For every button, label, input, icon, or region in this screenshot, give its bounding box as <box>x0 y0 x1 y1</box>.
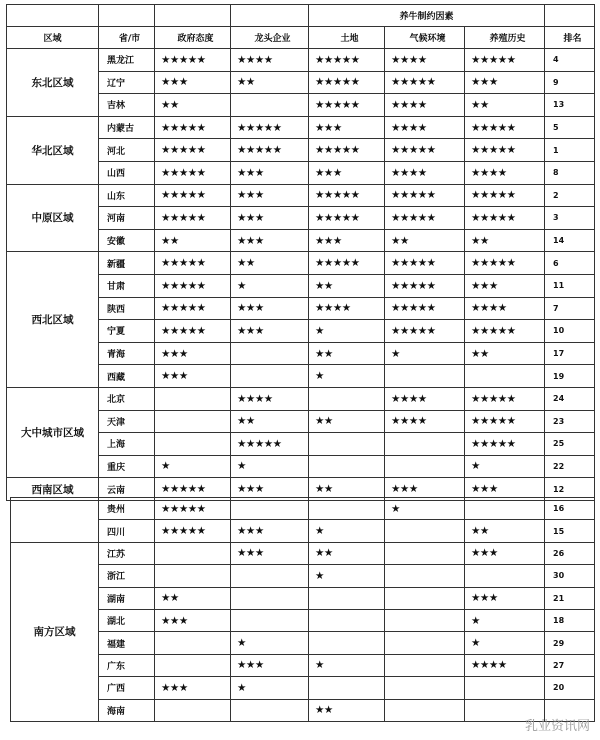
star-rating-cell: ★★★★★ <box>155 116 231 139</box>
star-rating-cell: ★★★★★ <box>309 49 385 72</box>
star-rating-cell <box>385 699 465 721</box>
rank-cell: 2 <box>545 184 595 207</box>
header-blank <box>155 5 231 27</box>
province-cell: 广东 <box>99 654 155 676</box>
province-cell: 湖北 <box>99 609 155 631</box>
star-rating-cell: ★★ <box>309 274 385 297</box>
rank-cell: 24 <box>545 387 595 410</box>
rank-cell: 12 <box>545 478 595 501</box>
watermark: 乳业资讯网 <box>524 719 590 734</box>
province-cell: 安徽 <box>99 229 155 252</box>
star-rating-cell: ★★★ <box>309 116 385 139</box>
star-rating-cell: ★★★★★ <box>309 184 385 207</box>
star-rating-cell <box>385 587 465 609</box>
star-rating-cell <box>231 609 309 631</box>
star-rating-cell: ★★★★ <box>385 116 465 139</box>
province-cell: 河南 <box>99 207 155 230</box>
province-cell: 青海 <box>99 342 155 365</box>
star-rating-cell <box>309 632 385 654</box>
rank-cell: 17 <box>545 342 595 365</box>
table-row <box>7 184 595 207</box>
rank-cell: 22 <box>545 455 595 478</box>
star-rating-cell: ★★★★ <box>385 387 465 410</box>
star-rating-cell: ★★★★★ <box>465 207 545 230</box>
table-body-top <box>7 49 595 501</box>
province-cell: 重庆 <box>99 455 155 478</box>
province-cell: 吉林 <box>99 94 155 117</box>
star-rating-cell: ★★ <box>465 342 545 365</box>
star-rating-cell: ★★★★★ <box>231 116 309 139</box>
rank-cell: 20 <box>545 677 595 699</box>
star-rating-cell: ★★★★★ <box>465 387 545 410</box>
rank-cell: 13 <box>545 94 595 117</box>
star-rating-cell: ★★★★★ <box>155 320 231 343</box>
star-rating-cell: ★ <box>231 632 309 654</box>
star-rating-cell <box>385 433 465 456</box>
star-rating-cell: ★ <box>231 455 309 478</box>
star-rating-cell: ★★★★★ <box>155 252 231 275</box>
factors-group-title: 养牛制约因素 <box>309 5 545 27</box>
rank-cell: 11 <box>545 274 595 297</box>
star-rating-cell: ★★★ <box>309 229 385 252</box>
rank-cell: 23 <box>545 410 595 433</box>
table-row <box>11 609 595 631</box>
star-rating-cell <box>155 433 231 456</box>
star-rating-cell: ★★ <box>155 587 231 609</box>
star-rating-cell: ★★ <box>465 229 545 252</box>
province-cell: 山西 <box>99 161 155 184</box>
star-rating-cell: ★★★ <box>465 274 545 297</box>
star-rating-cell: ★★★★★ <box>309 207 385 230</box>
star-rating-cell: ★★ <box>309 410 385 433</box>
star-rating-cell <box>385 520 465 542</box>
table-row <box>11 677 595 699</box>
star-rating-cell: ★★★ <box>309 161 385 184</box>
province-cell: 甘肃 <box>99 274 155 297</box>
region-cell: 大中城市区域 <box>7 387 99 477</box>
star-rating-cell: ★★★ <box>231 478 309 501</box>
star-rating-cell <box>155 565 231 587</box>
star-rating-cell: ★★★★★ <box>465 320 545 343</box>
rank-cell: 15 <box>545 520 595 542</box>
star-rating-cell: ★★ <box>231 410 309 433</box>
table-row <box>11 565 595 587</box>
province-cell: 海南 <box>99 699 155 721</box>
star-rating-cell: ★★★★ <box>385 161 465 184</box>
table-row <box>11 587 595 609</box>
star-rating-cell: ★ <box>309 320 385 343</box>
star-rating-cell <box>465 365 545 388</box>
region-cell <box>11 498 99 543</box>
star-rating-cell <box>385 632 465 654</box>
star-rating-cell <box>231 365 309 388</box>
province-cell: 陕西 <box>99 297 155 320</box>
star-rating-cell: ★★★★★ <box>385 274 465 297</box>
star-rating-cell: ★★ <box>231 71 309 94</box>
star-rating-cell: ★★ <box>309 699 385 721</box>
star-rating-cell <box>231 498 309 520</box>
table-row <box>11 699 595 721</box>
province-cell: 云南 <box>99 478 155 501</box>
rank-cell: 29 <box>545 632 595 654</box>
province-cell: 内蒙古 <box>99 116 155 139</box>
star-rating-cell: ★★★ <box>155 71 231 94</box>
star-rating-cell: ★★★ <box>465 542 545 564</box>
star-rating-cell: ★★★★★ <box>465 410 545 433</box>
star-rating-cell: ★★★★★ <box>465 116 545 139</box>
rank-cell: 25 <box>545 433 595 456</box>
star-rating-cell: ★★★★★ <box>155 297 231 320</box>
star-rating-cell: ★★★ <box>231 297 309 320</box>
rank-cell: 9 <box>545 71 595 94</box>
star-rating-cell: ★★★ <box>231 520 309 542</box>
star-rating-cell: ★★★ <box>465 478 545 501</box>
province-cell: 上海 <box>99 433 155 456</box>
region-cell: 华北区域 <box>7 116 99 184</box>
star-rating-cell: ★★ <box>155 229 231 252</box>
star-rating-cell <box>309 433 385 456</box>
star-rating-cell: ★★ <box>309 478 385 501</box>
star-rating-cell: ★ <box>385 342 465 365</box>
table-row <box>11 498 595 520</box>
star-rating-cell: ★★★★ <box>309 297 385 320</box>
star-rating-cell: ★★★★★ <box>155 498 231 520</box>
star-rating-cell: ★★ <box>231 252 309 275</box>
star-rating-cell: ★ <box>465 609 545 631</box>
star-rating-cell: ★★★★★ <box>155 184 231 207</box>
star-rating-cell: ★★★★★ <box>309 252 385 275</box>
star-rating-cell: ★★★★ <box>465 297 545 320</box>
column-rank: 排名 <box>545 27 595 49</box>
star-rating-cell <box>465 565 545 587</box>
province-cell: 江苏 <box>99 542 155 564</box>
region-cell: 南方区域 <box>11 542 99 721</box>
star-rating-cell: ★★★★★ <box>231 139 309 162</box>
rank-cell: 19 <box>545 365 595 388</box>
star-rating-cell <box>385 609 465 631</box>
star-rating-cell: ★ <box>309 365 385 388</box>
table-row <box>7 49 595 72</box>
rank-cell: 6 <box>545 252 595 275</box>
column-province: 省/市 <box>99 27 155 49</box>
star-rating-cell: ★★★ <box>155 342 231 365</box>
star-rating-cell <box>309 455 385 478</box>
star-rating-cell <box>155 387 231 410</box>
rank-cell: 3 <box>545 207 595 230</box>
rank-cell: 21 <box>545 587 595 609</box>
star-rating-cell: ★★★★★ <box>385 139 465 162</box>
star-rating-cell: ★★★ <box>231 229 309 252</box>
star-rating-cell: ★★★★ <box>385 410 465 433</box>
column-region: 区域 <box>7 27 99 49</box>
table-row <box>11 632 595 654</box>
star-rating-cell <box>309 677 385 699</box>
star-rating-cell: ★★★★★ <box>465 49 545 72</box>
star-rating-cell <box>309 498 385 520</box>
star-rating-cell: ★★★ <box>155 677 231 699</box>
rank-cell: 26 <box>545 542 595 564</box>
star-rating-cell: ★★★★★ <box>465 184 545 207</box>
star-rating-cell: ★★★★★ <box>465 139 545 162</box>
star-rating-cell: ★★★★★ <box>231 433 309 456</box>
star-rating-cell: ★★★ <box>231 654 309 676</box>
star-rating-cell: ★★★★★ <box>385 297 465 320</box>
rank-cell: 8 <box>545 161 595 184</box>
header-blank <box>231 5 309 27</box>
rank-cell: 4 <box>545 49 595 72</box>
star-rating-cell: ★★ <box>385 229 465 252</box>
star-rating-cell <box>385 455 465 478</box>
star-rating-cell: ★★★★ <box>385 94 465 117</box>
star-rating-cell: ★★★★★ <box>465 433 545 456</box>
star-rating-cell: ★★★★★ <box>155 478 231 501</box>
star-rating-cell <box>231 94 309 117</box>
star-rating-cell: ★★★★★ <box>155 161 231 184</box>
column-history: 养殖历史 <box>465 27 545 49</box>
table-row <box>7 252 595 275</box>
region-cell: 中原区域 <box>7 184 99 252</box>
star-rating-cell: ★★★ <box>231 161 309 184</box>
star-rating-cell: ★★★★★ <box>155 139 231 162</box>
province-cell: 新疆 <box>99 252 155 275</box>
star-rating-cell <box>309 609 385 631</box>
table-row <box>11 520 595 542</box>
table-row <box>11 654 595 676</box>
province-cell: 天津 <box>99 410 155 433</box>
column-land: 土地 <box>309 27 385 49</box>
star-rating-cell <box>155 632 231 654</box>
star-rating-cell <box>385 542 465 564</box>
table-row <box>7 116 595 139</box>
star-rating-cell: ★ <box>309 520 385 542</box>
rank-cell: 14 <box>545 229 595 252</box>
star-rating-cell: ★★★★★ <box>385 184 465 207</box>
star-rating-cell <box>155 410 231 433</box>
province-cell: 北京 <box>99 387 155 410</box>
star-rating-cell: ★★★ <box>231 184 309 207</box>
star-rating-cell: ★ <box>465 455 545 478</box>
star-rating-cell: ★★★★★ <box>385 252 465 275</box>
province-cell: 辽宁 <box>99 71 155 94</box>
star-rating-cell: ★★★★★ <box>155 49 231 72</box>
star-rating-cell <box>155 699 231 721</box>
star-rating-cell <box>465 677 545 699</box>
star-rating-cell: ★ <box>385 498 465 520</box>
ranking-table-top <box>6 4 595 501</box>
star-rating-cell: ★★★★ <box>465 654 545 676</box>
star-rating-cell: ★★★★ <box>231 49 309 72</box>
province-cell: 黑龙江 <box>99 49 155 72</box>
star-rating-cell: ★ <box>309 654 385 676</box>
star-rating-cell: ★★★★★ <box>155 520 231 542</box>
rank-cell: 10 <box>545 320 595 343</box>
star-rating-cell <box>385 654 465 676</box>
star-rating-cell: ★★★ <box>231 320 309 343</box>
province-cell: 福建 <box>99 632 155 654</box>
star-rating-cell: ★★★ <box>155 609 231 631</box>
rank-cell: 16 <box>545 498 595 520</box>
rank-cell: 27 <box>545 654 595 676</box>
star-rating-cell: ★★ <box>309 542 385 564</box>
province-cell: 贵州 <box>99 498 155 520</box>
province-cell: 四川 <box>99 520 155 542</box>
star-rating-cell: ★★ <box>309 342 385 365</box>
star-rating-cell: ★ <box>465 632 545 654</box>
rank-cell: 30 <box>545 565 595 587</box>
table-row <box>7 387 595 410</box>
star-rating-cell <box>155 654 231 676</box>
star-rating-cell: ★ <box>231 677 309 699</box>
star-rating-cell: ★★★★★ <box>309 139 385 162</box>
table-row <box>11 542 595 564</box>
star-rating-cell <box>155 542 231 564</box>
star-rating-cell <box>231 342 309 365</box>
star-rating-cell <box>465 498 545 520</box>
star-rating-cell: ★★★★★ <box>465 252 545 275</box>
star-rating-cell: ★★★★★ <box>309 71 385 94</box>
star-rating-cell: ★★★ <box>231 207 309 230</box>
star-rating-cell: ★ <box>155 455 231 478</box>
star-rating-cell: ★★★★★ <box>385 320 465 343</box>
rank-cell: 1 <box>545 139 595 162</box>
column-leading-enterprise: 龙头企业 <box>231 27 309 49</box>
province-cell: 山东 <box>99 184 155 207</box>
star-rating-cell: ★★★★★ <box>309 94 385 117</box>
column-government: 政府态度 <box>155 27 231 49</box>
star-rating-cell: ★ <box>231 274 309 297</box>
star-rating-cell <box>309 587 385 609</box>
star-rating-cell: ★★★ <box>465 587 545 609</box>
star-rating-cell <box>385 677 465 699</box>
star-rating-cell: ★★★ <box>465 71 545 94</box>
region-cell: 东北区域 <box>7 49 99 117</box>
province-cell: 宁夏 <box>99 320 155 343</box>
star-rating-cell: ★★★★★ <box>385 207 465 230</box>
province-cell: 浙江 <box>99 565 155 587</box>
star-rating-cell <box>385 565 465 587</box>
column-climate: 气候环境 <box>385 27 465 49</box>
star-rating-cell: ★★★★★ <box>155 274 231 297</box>
star-rating-cell <box>385 365 465 388</box>
star-rating-cell: ★★★★ <box>231 387 309 410</box>
ranking-table-bottom <box>10 497 595 722</box>
rank-cell: 18 <box>545 609 595 631</box>
star-rating-cell: ★★★★★ <box>385 71 465 94</box>
star-rating-cell: ★ <box>309 565 385 587</box>
star-rating-cell: ★★★★★ <box>155 207 231 230</box>
header-blank <box>99 5 155 27</box>
star-rating-cell <box>231 587 309 609</box>
rank-cell: 5 <box>545 116 595 139</box>
star-rating-cell: ★★ <box>465 520 545 542</box>
star-rating-cell: ★★★ <box>155 365 231 388</box>
star-rating-cell <box>231 699 309 721</box>
province-cell: 广西 <box>99 677 155 699</box>
region-cell: 西北区域 <box>7 252 99 388</box>
header-blank <box>545 5 595 27</box>
star-rating-cell: ★★★★ <box>465 161 545 184</box>
star-rating-cell: ★★ <box>465 94 545 117</box>
province-cell: 西藏 <box>99 365 155 388</box>
star-rating-cell: ★★★ <box>385 478 465 501</box>
province-cell: 湖南 <box>99 587 155 609</box>
region-cell: 西南区域 <box>7 478 99 501</box>
table-body-bottom <box>11 498 595 722</box>
star-rating-cell: ★★★ <box>231 542 309 564</box>
star-rating-cell: ★★ <box>155 94 231 117</box>
star-rating-cell <box>309 387 385 410</box>
star-rating-cell: ★★★★ <box>385 49 465 72</box>
star-rating-cell <box>231 565 309 587</box>
province-cell: 河北 <box>99 139 155 162</box>
header-blank <box>7 5 99 27</box>
rank-cell: 7 <box>545 297 595 320</box>
